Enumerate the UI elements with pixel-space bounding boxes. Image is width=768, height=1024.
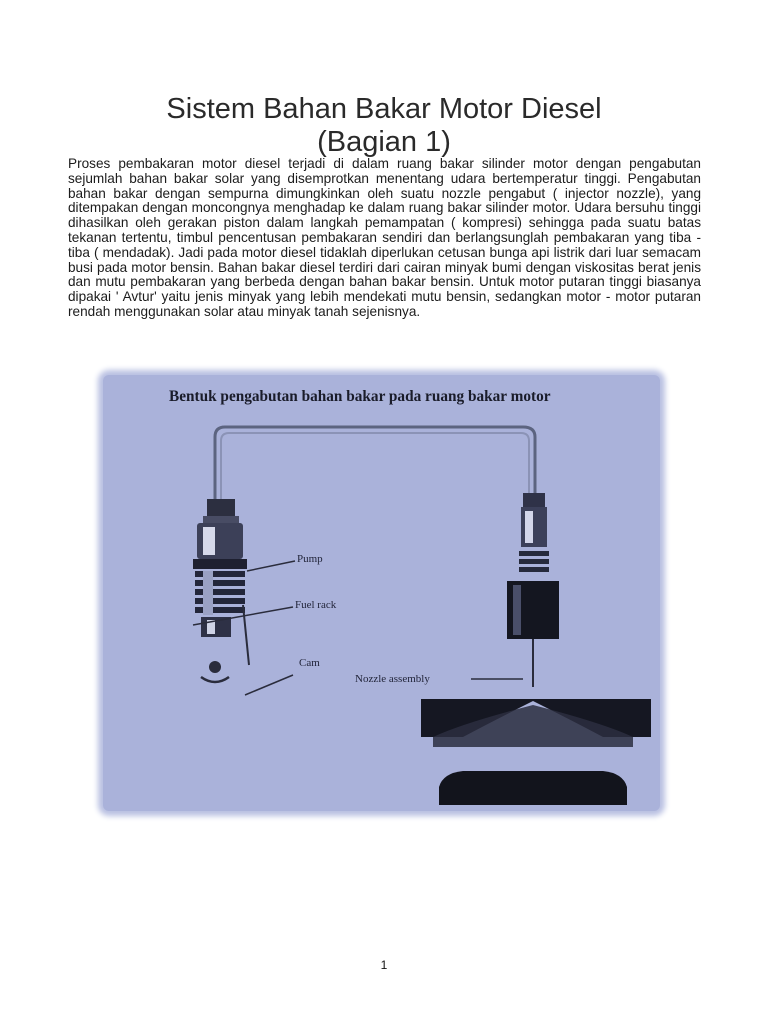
fuel-injection-figure	[99, 371, 664, 815]
combustion-chamber	[421, 699, 651, 805]
piston-crown	[439, 771, 627, 805]
figure-photo	[103, 375, 660, 811]
page-number: 1	[380, 958, 388, 972]
nozzle-assembly	[507, 493, 559, 687]
pump-spring	[195, 571, 245, 615]
pump-pointer	[247, 561, 295, 571]
title-line-2: (Bagian 1)	[317, 126, 451, 159]
pump-highlight	[203, 527, 215, 555]
page-title	[0, 93, 768, 159]
pump-rod	[243, 605, 249, 665]
nozzle-highlight	[525, 511, 533, 543]
pump-flange	[193, 559, 247, 569]
pump-base	[201, 617, 231, 637]
title-line-1: Sistem Bahan Bakar Motor Diesel	[166, 93, 602, 126]
cam-pointer	[245, 675, 293, 695]
label-pump: Pump	[297, 553, 323, 565]
cam-circle	[209, 661, 221, 673]
label-cam: Cam	[299, 657, 320, 669]
label-fuel-rack: Fuel rack	[295, 599, 337, 611]
label-nozzle-assembly: Nozzle assembly	[355, 673, 430, 685]
fuel-line-inner	[221, 433, 529, 515]
nozzle-top-nut	[523, 493, 545, 507]
pump-top-nut	[207, 499, 235, 517]
injection-diagram	[103, 375, 660, 811]
pump-collar	[203, 516, 239, 524]
cam-arc	[201, 677, 229, 682]
pump-assembly	[193, 499, 249, 682]
figure-title: Bentuk pengabutan bahan bakar pada ruang bakar motor	[169, 388, 551, 405]
nozzle-upper-body	[521, 507, 547, 547]
body-paragraph: Proses pembakaran motor diesel terjadi di dalam ruang bakar silinder motor dengan pengabutan sejumlah bahan bakar solar yang disemprotkan menentang udara bertemperatur tinggi. Pengabutan bahan bakar dengan sempurna dimungkinkan oleh suatu nozzle pengabut ( injector nozzle), yang ditempakan dengan moncongnya menghadap ke dalam ruang bakar silinder motor. Udara bersuhu tinggi dihasilkan oleh gerakan piston dalam langkah pemampatan ( kompresi) sehingga pada suatu batas tekanan tertentu, timbul pencentusan pembakaran sendiri dan berlangsunglah pembakaran yang tiba - tiba ( mendadak). Jadi pada motor diesel tidaklah diperlukan cetusan bunga api listrik dari luar semacam busi pada motor bensin. Bahan bakar diesel terdiri dari cairan minyak bumi dengan viskositas berat jenis dan mutu pembakaran yang berbeda dengan bahan bakar bensin. Untuk motor putaran tinggi biasanya dipakai ' Avtur' yaitu jenis minyak yang lebih mendekati mutu bensin, sedangkan motor - motor putaran rendah menggunakan solar atau minyak tanah sejenisnya.	[68, 156, 701, 319]
nozzle-threads	[519, 551, 549, 572]
nozzle-holder-highlight	[513, 585, 521, 635]
fuel-line	[215, 427, 535, 515]
